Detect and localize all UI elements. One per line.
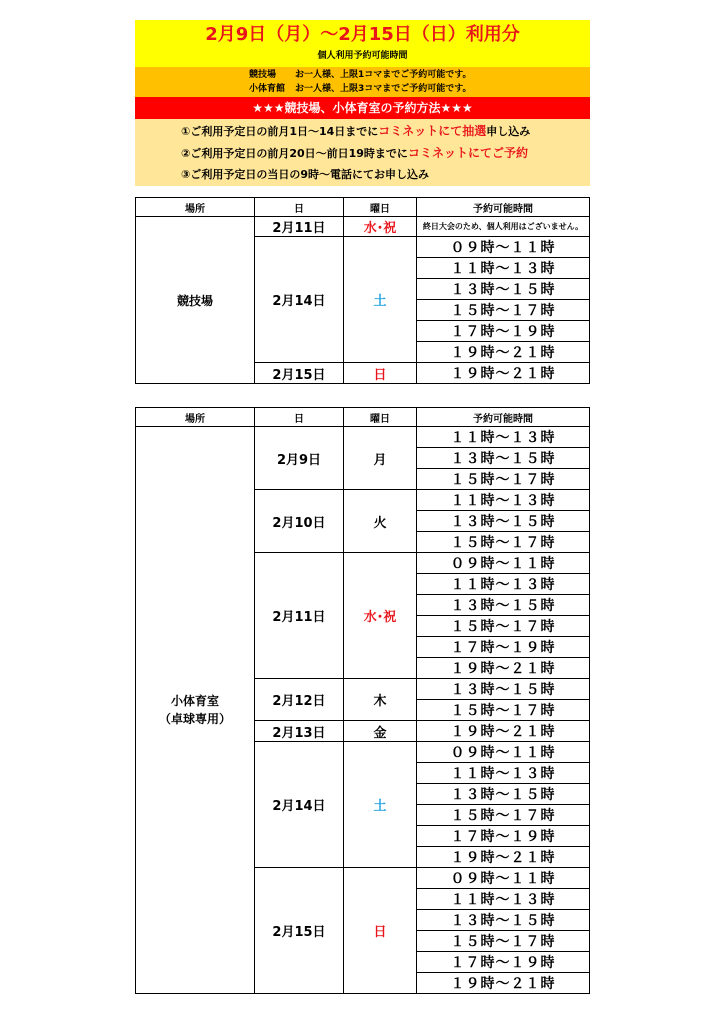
day-cell: 木 bbox=[344, 679, 417, 721]
header-row bbox=[136, 408, 590, 427]
header-row bbox=[136, 198, 590, 217]
date-cell: 2月14日 bbox=[255, 237, 344, 363]
time-slot-cell: １９時～２１時 bbox=[417, 342, 590, 363]
small-gym-schedule-table bbox=[135, 407, 590, 994]
time-slot-cell: １３時～１５時 bbox=[417, 784, 590, 805]
method-item bbox=[181, 166, 429, 183]
date-cell: 2月13日 bbox=[255, 721, 344, 742]
method-text: 電話にてお申し込み bbox=[329, 168, 429, 181]
time-slot-cell: １７時～１９時 bbox=[417, 637, 590, 658]
time-slot-cell: １３時～１５時 bbox=[417, 511, 590, 532]
time-slot-cell: ０９時～１１時 bbox=[417, 237, 590, 258]
col-header-place: 場所 bbox=[136, 198, 255, 217]
time-slot-cell: １３時～１５時 bbox=[417, 679, 590, 700]
time-slot-cell: １９時～２１時 bbox=[417, 658, 590, 679]
date-cell: 2月12日 bbox=[255, 679, 344, 721]
method-item bbox=[181, 145, 528, 162]
time-slot-cell: １９時～２１時 bbox=[417, 973, 590, 994]
methods-list bbox=[135, 119, 590, 186]
time-slot-cell: ０９時～１１時 bbox=[417, 868, 590, 889]
time-slot-cell: １７時～１９時 bbox=[417, 321, 590, 342]
time-slot-cell: １１時～１３時 bbox=[417, 763, 590, 784]
method-highlight: コミネットにてご予約 bbox=[407, 146, 528, 160]
time-slot-cell: １１時～１３時 bbox=[417, 574, 590, 595]
table-row bbox=[136, 217, 590, 237]
time-slot-cell: １７時～１９時 bbox=[417, 952, 590, 973]
time-slot-cell: １１時～１３時 bbox=[417, 490, 590, 511]
place-line: 小体育室 bbox=[170, 694, 219, 709]
rule-venue: 小体育館 bbox=[249, 84, 286, 94]
table-row bbox=[136, 427, 590, 448]
day-cell: 日 bbox=[344, 868, 417, 994]
notice-header bbox=[135, 20, 590, 186]
place-cell: 競技場 bbox=[136, 217, 255, 384]
date-cell: 2月15日 bbox=[255, 868, 344, 994]
time-slot-cell: １５時～１７時 bbox=[417, 532, 590, 553]
time-slot-cell: １３時～１５時 bbox=[417, 279, 590, 300]
time-slot-cell: １１時～１３時 bbox=[417, 889, 590, 910]
time-slot-cell: １３時～１５時 bbox=[417, 595, 590, 616]
time-slot-cell: １５時～１７時 bbox=[417, 616, 590, 637]
time-slot-cell: １３時～１５時 bbox=[417, 448, 590, 469]
time-slot-cell: １１時～１３時 bbox=[417, 427, 590, 448]
time-slot-cell: ０９時～１１時 bbox=[417, 553, 590, 574]
date-cell: 2月14日 bbox=[255, 742, 344, 868]
day-cell: 火 bbox=[344, 490, 417, 553]
date-cell: 2月10日 bbox=[255, 490, 344, 553]
col-header-day: 曜日 bbox=[344, 198, 417, 217]
time-slot-cell: １５時～１７時 bbox=[417, 469, 590, 490]
time-slot-cell: １９時～２１時 bbox=[417, 847, 590, 868]
rule-small-gym bbox=[249, 83, 472, 95]
method-text: ②ご利用予定日の前月20日～前日19時までに bbox=[181, 147, 408, 160]
day-cell: 水･祝 bbox=[344, 553, 417, 679]
date-cell: 2月11日 bbox=[255, 217, 344, 237]
method-text: ①ご利用予定日の前月1日～14日までに bbox=[181, 125, 379, 138]
page-title: 2月9日（月）～2月15日（日）利用分 bbox=[205, 24, 520, 45]
rule-stadium bbox=[249, 69, 472, 81]
rule-text: お一人様、上限1コマまでご予約可能です。 bbox=[295, 70, 472, 80]
day-cell: 土 bbox=[344, 237, 417, 363]
col-header-time: 予約可能時間 bbox=[417, 408, 590, 427]
stadium-schedule-table bbox=[135, 197, 590, 384]
col-header-date: 日 bbox=[255, 408, 344, 427]
col-header-date: 日 bbox=[255, 198, 344, 217]
place-line: （卓球専用） bbox=[158, 712, 231, 727]
time-slot-cell: １５時～１７時 bbox=[417, 300, 590, 321]
page-subtitle: 個人利用予約可能時間 bbox=[317, 51, 408, 61]
time-slot-cell: １３時～１５時 bbox=[417, 910, 590, 931]
col-header-place: 場所 bbox=[136, 408, 255, 427]
day-cell: 金 bbox=[344, 721, 417, 742]
method-text: 申し込み bbox=[486, 125, 531, 138]
col-header-day: 曜日 bbox=[344, 408, 417, 427]
place-cell bbox=[136, 427, 255, 994]
rule-venue: 競技場 bbox=[249, 70, 277, 80]
method-heading: ★★★競技場、小体育室の予約方法★★★ bbox=[135, 97, 590, 119]
day-cell: 月 bbox=[344, 427, 417, 490]
time-slot-cell: １７時～１９時 bbox=[417, 826, 590, 847]
date-cell: 2月9日 bbox=[255, 427, 344, 490]
date-cell: 2月15日 bbox=[255, 363, 344, 384]
day-cell: 土 bbox=[344, 742, 417, 868]
note-cell: 終日大会のため、個人利用はございません。 bbox=[417, 217, 590, 237]
rule-text: お一人様、上限3コマまでご予約可能です。 bbox=[295, 84, 472, 94]
time-slot-cell: １１時～１３時 bbox=[417, 258, 590, 279]
time-slot-cell: １５時～１７時 bbox=[417, 805, 590, 826]
title-band bbox=[135, 20, 590, 67]
booking-limits bbox=[135, 67, 590, 97]
time-slot-cell: １９時～２１時 bbox=[417, 363, 590, 384]
time-slot-cell: １９時～２１時 bbox=[417, 721, 590, 742]
day-cell: 水･祝 bbox=[344, 217, 417, 237]
time-slot-cell: １５時～１７時 bbox=[417, 700, 590, 721]
method-highlight: コミネットにて抽選 bbox=[378, 124, 487, 138]
method-item bbox=[181, 123, 530, 140]
col-header-time: 予約可能時間 bbox=[417, 198, 590, 217]
time-slot-cell: ０９時～１１時 bbox=[417, 742, 590, 763]
method-text: ③ご利用予定日の当日の9時～ bbox=[181, 168, 330, 181]
time-slot-cell: １５時～１７時 bbox=[417, 931, 590, 952]
date-cell: 2月11日 bbox=[255, 553, 344, 679]
day-cell: 日 bbox=[344, 363, 417, 384]
